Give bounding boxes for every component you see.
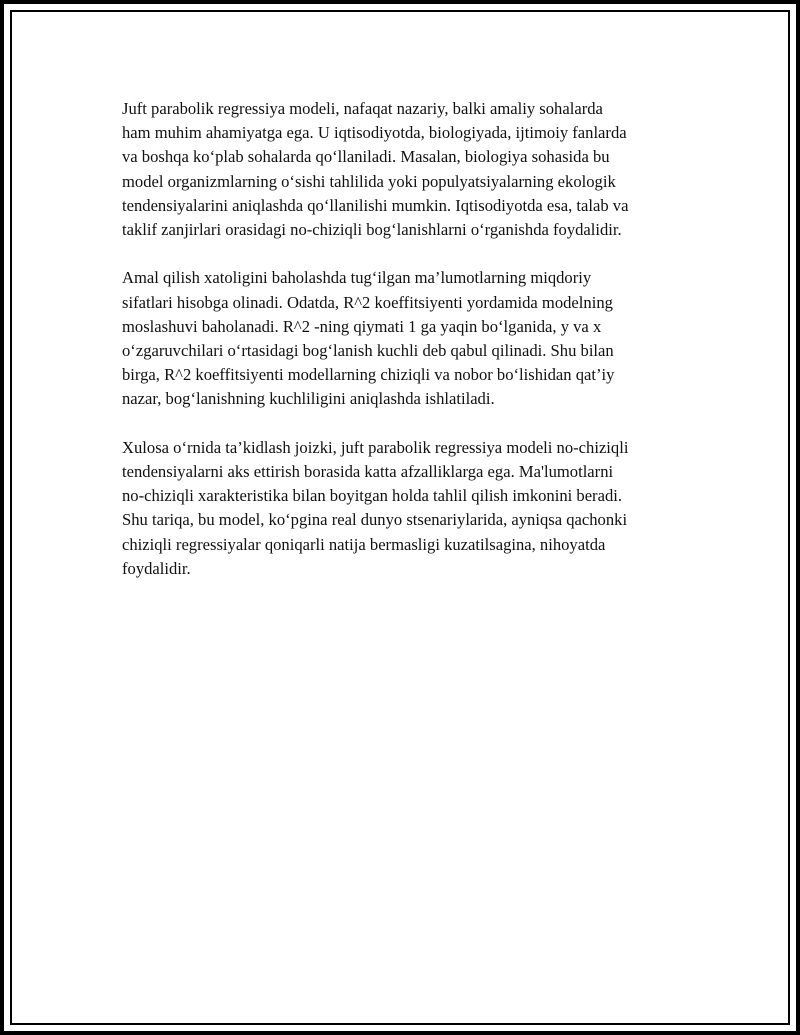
text-line: Juft parabolik regressiya modeli, nafaqat nazariy, balki amaliy sohalarda — [122, 99, 603, 118]
text-line: moslashuvi baholanadi. R^2 -ning qiymati 1 ga yaqin bo‘lganida, y va x — [122, 316, 602, 336]
text-line: sifatlari hisobga olinadi. Odatda, R^2 koeffitsiyenti yordamida modelning — [122, 292, 613, 312]
paragraph-applications — [122, 97, 694, 242]
paragraph-error-evaluation — [122, 266, 694, 411]
text-line: birga, R^2 koeffitsiyenti modellarning chiziqli va nobor bo‘lishidan qat’iy — [122, 365, 615, 385]
text-line: va boshqa ko‘plab sohalarda qo‘llaniladi. Masalan, biologiya sohasida bu — [122, 147, 610, 167]
document-body — [122, 97, 694, 605]
text-line: Xulosa o‘rnida ta’kidlash joizki, juft parabolik regressiya modeli no-chiziqli — [122, 437, 629, 457]
text-line: model organizmlarning o‘sishi tahlilida yoki populyatsiyalarning ekologik — [122, 171, 616, 191]
text-line: tendensiyalarni aks ettirish borasida katta afzalliklarga ega. Ma'lumotlarni — [122, 462, 614, 482]
paragraph-conclusion — [122, 436, 694, 581]
text-line: foydalidir. — [122, 558, 191, 578]
text-line: taklif zanjirlari orasidagi no-chiziqli bog‘lanishlarni o‘rganishda foydalidir. — [122, 220, 622, 240]
text-line: no-chiziqli xarakteristika bilan boyitgan holda tahlil qilish imkonini beradi. — [122, 486, 623, 506]
text-line: Amal qilish xatoligini baholashda tug‘ilgan ma’lumotlarning miqdoriy — [122, 268, 592, 288]
text-line: Shu tariqa, bu model, ko‘pgina real dunyo stsenariylarida, ayniqsa qachonki — [122, 510, 628, 530]
text-line: chiziqli regressiyalar qoniqarli natija bermasligi kuzatilsagina, nihoyatda — [122, 534, 606, 554]
text-line: ham muhim ahamiyatga ega. U iqtisodiyotda, biologiyada, ijtimoiy fanlarda — [122, 123, 627, 143]
text-line: tendensiyalarini aniqlashda qo‘llanilishi mumkin. Iqtisodiyotda esa, talab va — [122, 195, 629, 215]
text-line: o‘zgaruvchilari o‘rtasidagi bog‘lanish kuchli deb qabul qilinadi. Shu bilan — [122, 341, 614, 361]
text-line: nazar, bog‘lanishning kuchliligini aniqlashda ishlatiladi. — [122, 389, 495, 409]
